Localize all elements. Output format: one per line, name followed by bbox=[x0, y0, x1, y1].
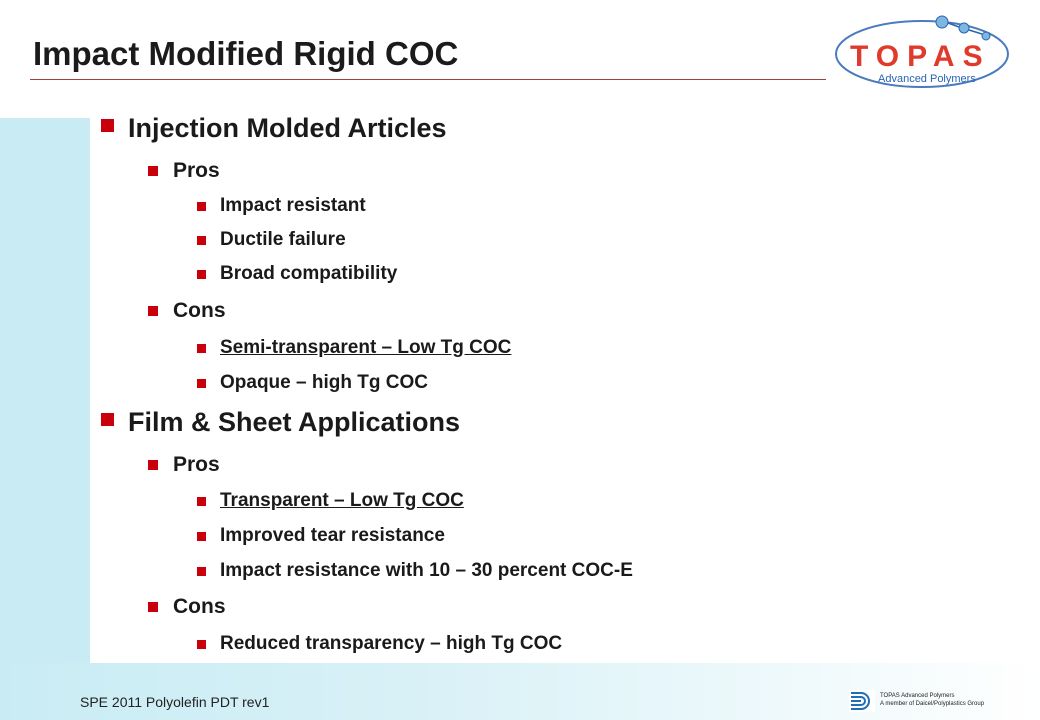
list-item bbox=[197, 560, 633, 582]
list-item-text: Improved tear resistance bbox=[220, 525, 445, 546]
bullet-square bbox=[197, 497, 206, 506]
bullet-square bbox=[197, 379, 206, 388]
bullet-square bbox=[197, 236, 206, 245]
bullet-square bbox=[101, 119, 114, 132]
bullet-square bbox=[148, 460, 158, 470]
list-item bbox=[197, 490, 464, 512]
corporate-affiliation bbox=[880, 692, 984, 708]
footer-caption: SPE 2011 Polyolefin PDT rev1 bbox=[80, 694, 270, 710]
label-text: Cons bbox=[173, 595, 226, 618]
bullet-square bbox=[148, 166, 158, 176]
list-item-text: Impact resistance with 10 – 30 percent COC-E bbox=[220, 560, 633, 581]
heading-injection-molded bbox=[101, 113, 447, 144]
corp-line-1: TOPAS Advanced Polymers bbox=[880, 693, 955, 699]
list-item-text: Transparent – Low Tg COC bbox=[220, 490, 464, 511]
label-film-cons bbox=[148, 595, 226, 619]
bullet-square bbox=[101, 413, 114, 426]
bullet-square bbox=[197, 344, 206, 353]
label-film-pros bbox=[148, 453, 220, 477]
list-item bbox=[197, 372, 428, 394]
list-item bbox=[197, 263, 397, 285]
bullet-square bbox=[197, 270, 206, 279]
list-item bbox=[197, 525, 445, 547]
list-item bbox=[197, 337, 511, 359]
bullet-square bbox=[197, 567, 206, 576]
daicel-group-icon bbox=[849, 690, 875, 712]
bullet-square bbox=[148, 306, 158, 316]
list-item-text: Broad compatibility bbox=[220, 263, 398, 284]
logo-wordmark: TOPAS bbox=[850, 40, 991, 73]
bullet-square bbox=[197, 202, 206, 211]
label-text: Cons bbox=[173, 299, 226, 322]
bullet-square bbox=[148, 602, 158, 612]
list-item-text: Opaque – high Tg COC bbox=[220, 372, 428, 393]
logo-tagline: Advanced Polymers bbox=[878, 73, 976, 85]
heading-text: Injection Molded Articles bbox=[128, 113, 447, 143]
bullet-square bbox=[197, 532, 206, 541]
label-injection-pros bbox=[148, 159, 220, 183]
corp-line-2: A member of Daicel/Polyplastics Group bbox=[880, 701, 985, 707]
list-item-text: Ductile failure bbox=[220, 229, 346, 250]
page-title: Impact Modified Rigid COC bbox=[33, 35, 459, 72]
bullet-square bbox=[197, 640, 206, 649]
list-item-text: Semi-transparent – Low Tg COC bbox=[220, 337, 512, 358]
label-text: Pros bbox=[173, 453, 220, 476]
list-item bbox=[197, 195, 366, 217]
heading-film-sheet bbox=[101, 407, 460, 438]
heading-text: Film & Sheet Applications bbox=[128, 407, 461, 437]
list-item bbox=[197, 229, 346, 251]
list-item-text: Reduced transparency – high Tg COC bbox=[220, 633, 563, 654]
list-item bbox=[197, 633, 562, 655]
list-item-text: Impact resistant bbox=[220, 195, 366, 216]
label-injection-cons bbox=[148, 299, 226, 323]
label-text: Pros bbox=[173, 159, 220, 182]
